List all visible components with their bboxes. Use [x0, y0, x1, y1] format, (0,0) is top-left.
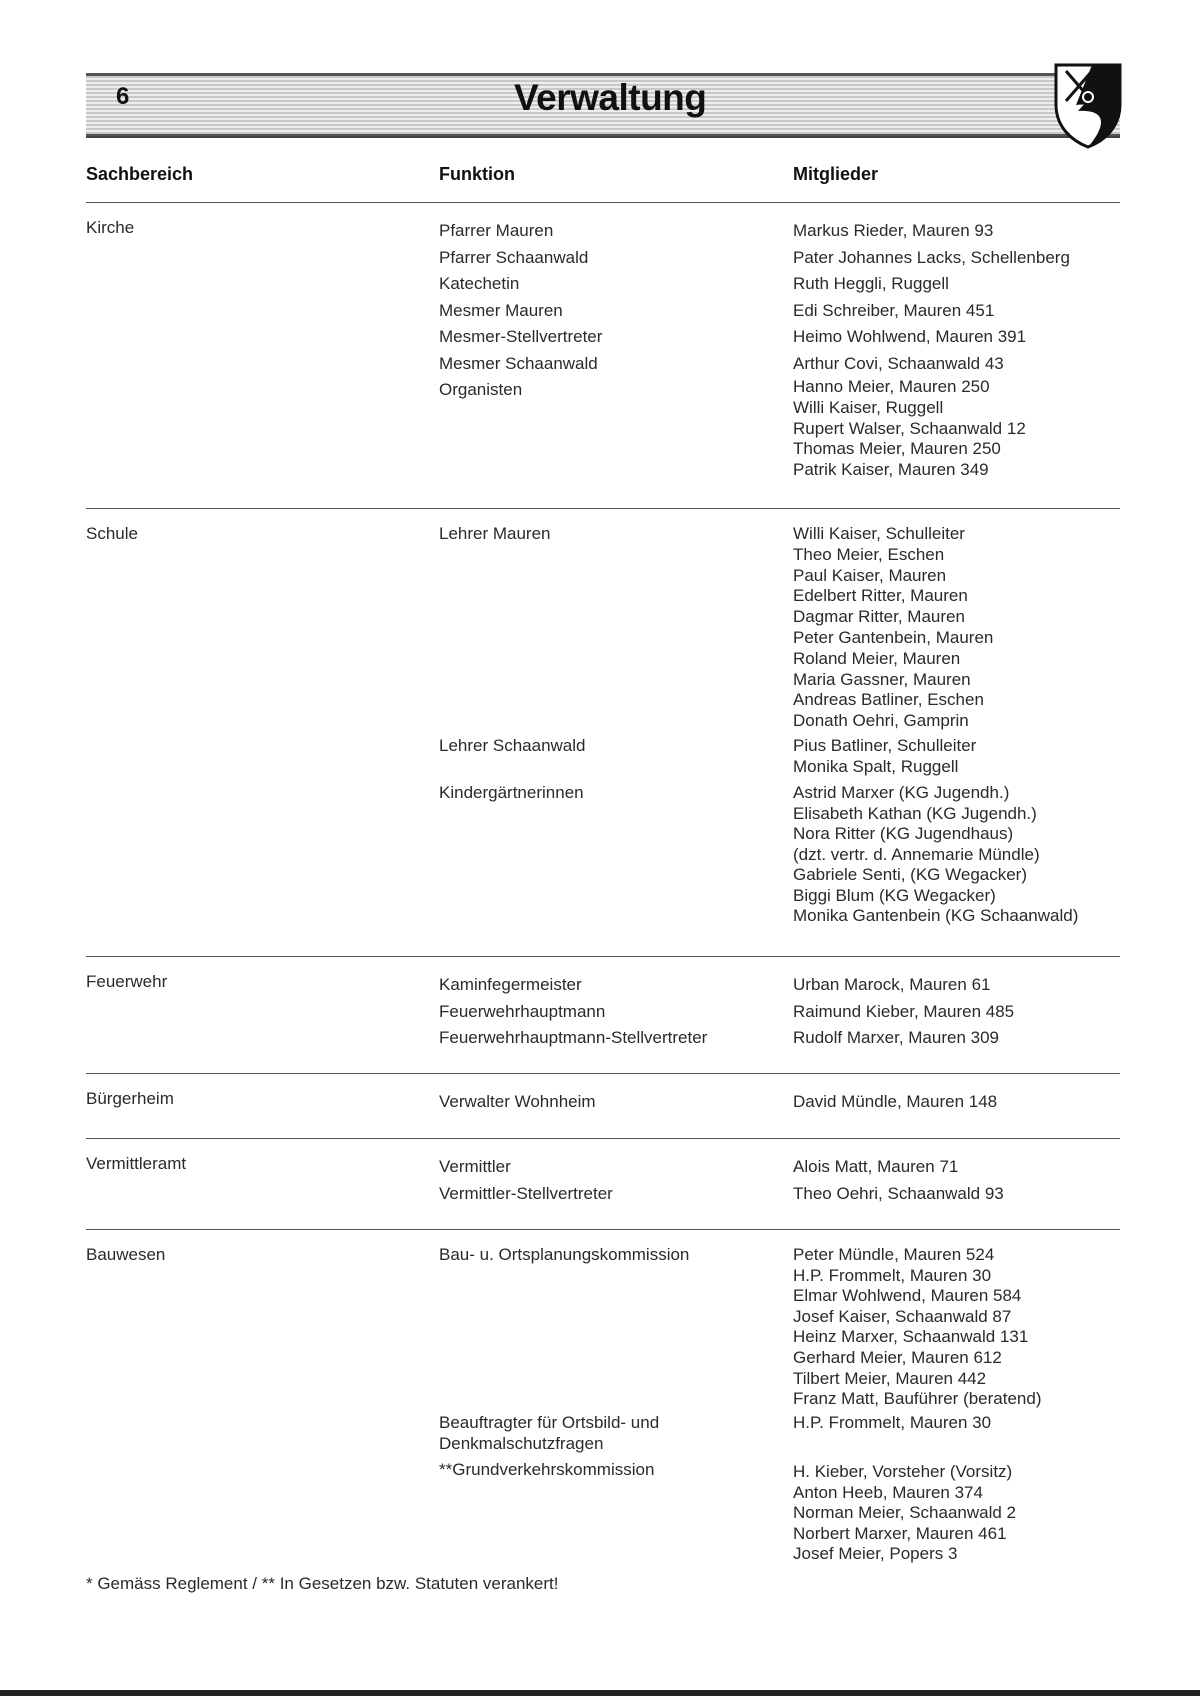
member-item: Arthur Covi, Schaanwald 43	[793, 353, 1004, 373]
header-divider	[86, 202, 1120, 203]
section-divider	[86, 1229, 1120, 1230]
member-item: Rupert Walser, Schaanwald 12	[793, 418, 1026, 438]
member-item: Urban Marock, Mauren 61	[793, 975, 991, 994]
function-item: Lehrer Mauren	[439, 524, 551, 543]
member-item: Monika Spalt, Ruggell	[793, 756, 959, 776]
member-item: Theo Oehri, Schaanwald 93	[793, 1183, 1004, 1203]
page-title: Verwaltung	[514, 77, 707, 118]
member-item: Astrid Marxer (KG Jugendh.)	[793, 783, 1010, 802]
section-divider	[86, 1073, 1120, 1074]
member-item: Gabriele Senti, (KG Wegacker)	[793, 865, 1027, 884]
category-label: Schule	[86, 524, 138, 543]
member-item: Theo Meier, Eschen	[793, 544, 945, 564]
member-item: Markus Rieder, Mauren 93	[793, 221, 994, 240]
function-list	[439, 1460, 769, 1481]
member-item: Paul Kaiser, Mauren	[793, 565, 947, 585]
member-item: Elisabeth Kathan (KG Jugendh.)	[793, 803, 1037, 823]
function-item: Pfarrer Schaanwald	[439, 247, 589, 267]
member-item: Andreas Batliner, Eschen	[793, 690, 984, 710]
member-item: Norbert Marxer, Mauren 461	[793, 1523, 1007, 1543]
category-label: Vermittleramt	[86, 1154, 187, 1173]
column-header-funktion: Funktion	[439, 164, 515, 184]
page-number: 6	[116, 83, 130, 110]
member-item: Heinz Marxer, Schaanwald 131	[793, 1327, 1029, 1347]
function-list	[439, 972, 769, 1052]
member-item: Nora Ritter (KG Jugendhaus)	[793, 824, 1014, 843]
member-list	[793, 1154, 1123, 1207]
member-item: Rudolf Marxer, Mauren 309	[793, 1028, 999, 1047]
function-list	[439, 1413, 769, 1455]
member-item: Monika Gantenbein (KG Schaanwald)	[793, 906, 1079, 925]
function-item: Mesmer Schaanwald	[439, 353, 598, 373]
member-item: David Mündle, Mauren 148	[793, 1092, 998, 1111]
function-item: Katechetin	[439, 274, 520, 293]
function-item: Lehrer Schaanwald	[439, 736, 586, 755]
member-item: Josef Meier, Popers 3	[793, 1544, 958, 1564]
member-item: Edelbert Ritter, Mauren	[793, 586, 968, 606]
member-item: Raimund Kieber, Mauren 485	[793, 1001, 1015, 1021]
function-item: Vermittler	[439, 1157, 511, 1176]
category-label: Bauwesen	[86, 1245, 166, 1264]
member-list	[793, 972, 1123, 1052]
member-list-kindergarten	[793, 783, 1123, 927]
section-divider	[86, 956, 1120, 957]
function-item: Feuerwehrhauptmann-Stellvertreter	[439, 1028, 708, 1047]
function-item: Bau- u. Ortsplanungskommission	[439, 1245, 690, 1264]
function-item: Feuerwehrhauptmann	[439, 1001, 606, 1021]
column-header-sachbereich: Sachbereich	[86, 164, 194, 184]
member-item: Donath Oehri, Gamprin	[793, 711, 969, 731]
member-item: Anton Heeb, Mauren 374	[793, 1482, 983, 1502]
member-item: Maria Gassner, Mauren	[793, 669, 971, 689]
member-item: Tilbert Meier, Mauren 442	[793, 1368, 987, 1388]
member-item: Heimo Wohlwend, Mauren 391	[793, 327, 1027, 346]
member-list-lehrer-schaanwald	[793, 736, 1123, 778]
member-item: H.P. Frommelt, Mauren 30	[793, 1413, 992, 1432]
function-list	[439, 783, 769, 804]
section-divider	[86, 1138, 1120, 1139]
function-item: Mesmer Mauren	[439, 300, 563, 320]
member-item: Elmar Wohlwend, Mauren 584	[793, 1286, 1022, 1306]
member-list-kommission	[793, 1245, 1123, 1410]
function-item: Denkmalschutzfragen	[439, 1433, 604, 1453]
member-item: Alois Matt, Mauren 71	[793, 1157, 959, 1176]
member-item: Edi Schreiber, Mauren 451	[793, 300, 995, 320]
member-item: Thomas Meier, Mauren 250	[793, 439, 1001, 459]
member-list-beauftragter	[793, 1413, 1123, 1434]
member-item: Pius Batliner, Schulleiter	[793, 736, 977, 755]
function-item: Pfarrer Mauren	[439, 221, 554, 240]
member-item: Dagmar Ritter, Mauren	[793, 607, 965, 627]
function-item: Verwalter Wohnheim	[439, 1092, 596, 1111]
member-item: Willi Kaiser, Ruggell	[793, 397, 944, 417]
category-label: Bürgerheim	[86, 1089, 174, 1108]
member-item: Josef Kaiser, Schaanwald 87	[793, 1306, 1012, 1326]
function-list	[439, 1245, 769, 1266]
member-item: Gerhard Meier, Mauren 612	[793, 1347, 1002, 1367]
function-list	[439, 524, 769, 545]
member-item: Willi Kaiser, Schulleiter	[793, 524, 965, 543]
member-item: Patrik Kaiser, Mauren 349	[793, 460, 989, 480]
header-band	[86, 73, 1120, 139]
member-list	[793, 1089, 1123, 1116]
footnote: * Gemäss Reglement / ** In Gesetzen bzw. Statuten verankert!	[86, 1574, 559, 1593]
member-item: Hanno Meier, Mauren 250	[793, 377, 990, 396]
member-item: Peter Mündle, Mauren 524	[793, 1245, 995, 1264]
category-label: Kirche	[86, 218, 135, 237]
member-list-organisten	[793, 377, 1123, 481]
function-item: Vermittler-Stellvertreter	[439, 1183, 613, 1203]
member-item: (dzt. vertr. d. Annemarie Mündle)	[793, 844, 1040, 864]
coat-of-arms-icon	[1052, 61, 1124, 149]
member-list	[793, 218, 1123, 377]
function-item: Kindergärtnerinnen	[439, 783, 584, 802]
member-item: Peter Gantenbein, Mauren	[793, 627, 994, 647]
function-item: Kaminfegermeister	[439, 975, 582, 994]
header-bottom-rule	[86, 136, 1120, 138]
member-item: H. Kieber, Vorsteher (Vorsitz)	[793, 1462, 1013, 1481]
member-list-grundverkehr	[793, 1462, 1123, 1565]
member-item: H.P. Frommelt, Mauren 30	[793, 1265, 992, 1285]
member-item: Roland Meier, Mauren	[793, 648, 961, 668]
section-divider	[86, 508, 1120, 509]
function-item: Beauftragter für Ortsbild- und	[439, 1413, 660, 1432]
category-label: Feuerwehr	[86, 972, 168, 991]
member-item: Franz Matt, Bauführer (beratend)	[793, 1389, 1042, 1409]
function-list	[439, 1089, 769, 1116]
function-list	[439, 1154, 769, 1207]
member-item: Ruth Heggli, Ruggell	[793, 274, 949, 293]
member-list-lehrer-mauren	[793, 524, 1123, 732]
member-item: Norman Meier, Schaanwald 2	[793, 1503, 1017, 1523]
function-item: **Grundverkehrskommission	[439, 1460, 655, 1479]
member-item: Biggi Blum (KG Wegacker)	[793, 885, 996, 905]
function-list	[439, 736, 769, 757]
column-header-mitglieder: Mitglieder	[793, 164, 879, 184]
member-item: Pater Johannes Lacks, Schellenberg	[793, 247, 1070, 267]
function-item: Mesmer-Stellvertreter	[439, 327, 603, 346]
page-bottom-bar	[0, 1690, 1200, 1696]
function-item: Organisten	[439, 380, 523, 399]
function-list	[439, 218, 769, 404]
